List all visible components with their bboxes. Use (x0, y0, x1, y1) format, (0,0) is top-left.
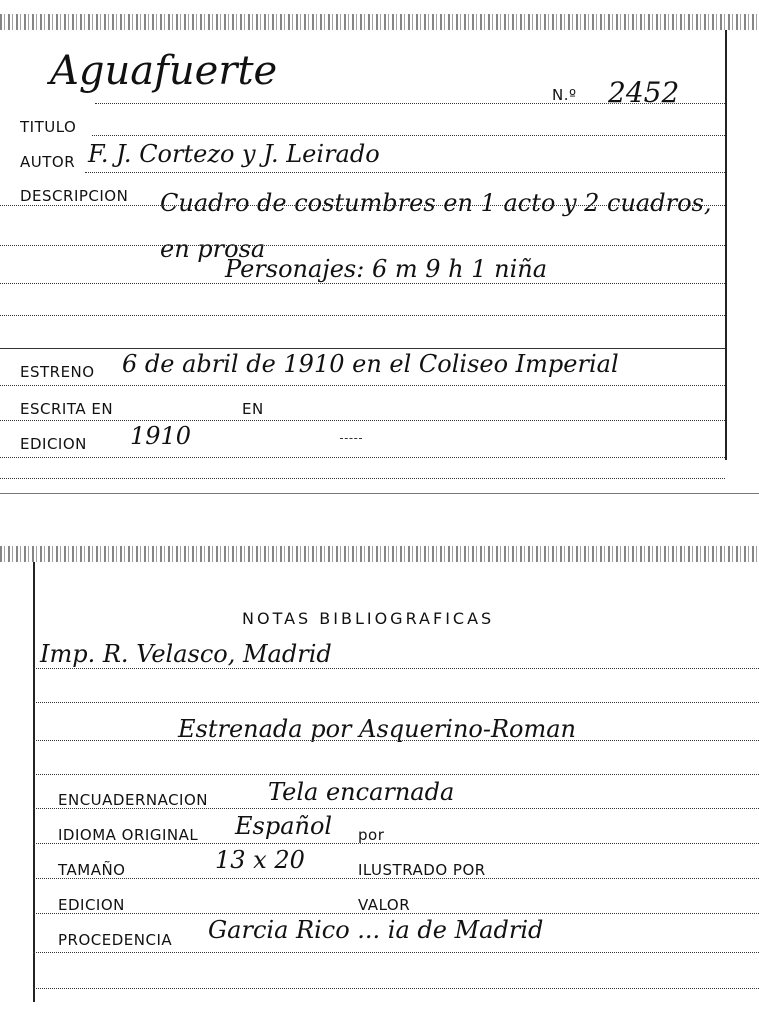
tamano-value: 13 x 20 (215, 846, 305, 874)
rule (0, 245, 725, 246)
descripcion-line1: Cuadro de costumbres en 1 acto y 2 cuadros, en prosa (160, 189, 712, 263)
rule (33, 808, 759, 809)
rule (85, 172, 725, 173)
card-top-edge (0, 14, 759, 30)
rule (33, 740, 759, 741)
idioma-value: Español (235, 812, 333, 840)
rule (33, 878, 759, 879)
rule (0, 420, 725, 421)
rule (0, 457, 725, 458)
notas-heading: NOTAS BIBLIOGRAFICAS (242, 609, 495, 628)
rule (92, 135, 725, 136)
rule (0, 205, 725, 206)
estreno-value: 6 de abril de 1910 en el Coliseo Imperial (122, 350, 619, 378)
rule (33, 702, 759, 703)
descripcion-line2: Personajes: 6 m 9 h 1 niña (225, 255, 548, 283)
rule (33, 843, 759, 844)
rule (33, 668, 759, 669)
escrita-en-label: ESCRITA EN (20, 400, 114, 418)
number-value: 2452 (608, 76, 680, 109)
procedencia-value: Garcia Rico ... ia de Madrid (208, 916, 544, 944)
por-label: por (358, 826, 385, 844)
valor-label: VALOR (358, 896, 411, 914)
rule (33, 913, 759, 914)
idioma-label: IDIOMA ORIGINAL (58, 826, 199, 844)
rule (33, 952, 759, 953)
edicion-value: 1910 (130, 422, 192, 450)
card-top-edge (0, 546, 759, 562)
edicion-label: EDICION (58, 896, 125, 914)
titulo-label: TITULO (20, 118, 77, 136)
en-label: EN (242, 400, 264, 418)
dash-mark (340, 438, 362, 439)
ilustrado-label: ILUSTRADO POR (358, 861, 486, 879)
note-line2: Estrenada por Asquerino-Roman (178, 715, 577, 743)
autor-value: F. J. Cortezo y J. Leirado (88, 140, 380, 168)
card-right-border (725, 30, 727, 460)
number-label: N.º (552, 86, 577, 104)
edicion-label: EDICION (20, 435, 87, 453)
rule (33, 988, 759, 989)
note-line1: Imp. R. Velasco, Madrid (40, 640, 332, 668)
rule (0, 478, 725, 479)
encuadernacion-label: ENCUADERNACION (58, 791, 209, 809)
card-left-border (33, 562, 35, 1002)
card-bottom-edge (0, 493, 759, 494)
catalog-card-front (0, 0, 759, 495)
rule (95, 103, 725, 104)
autor-label: AUTOR (20, 153, 76, 171)
encuadernacion-value: Tela encarnada (268, 778, 455, 806)
title-handwritten: Aguafuerte (50, 48, 278, 94)
rule (0, 348, 725, 349)
rule (0, 385, 725, 386)
estreno-label: ESTRENO (20, 363, 95, 381)
rule (0, 315, 725, 316)
tamano-label: TAMAÑO (58, 861, 126, 879)
descripcion-label: DESCRIPCION (20, 187, 129, 205)
catalog-card-back (0, 540, 759, 1028)
procedencia-label: PROCEDENCIA (58, 931, 173, 949)
rule (33, 774, 759, 775)
rule (0, 283, 725, 284)
